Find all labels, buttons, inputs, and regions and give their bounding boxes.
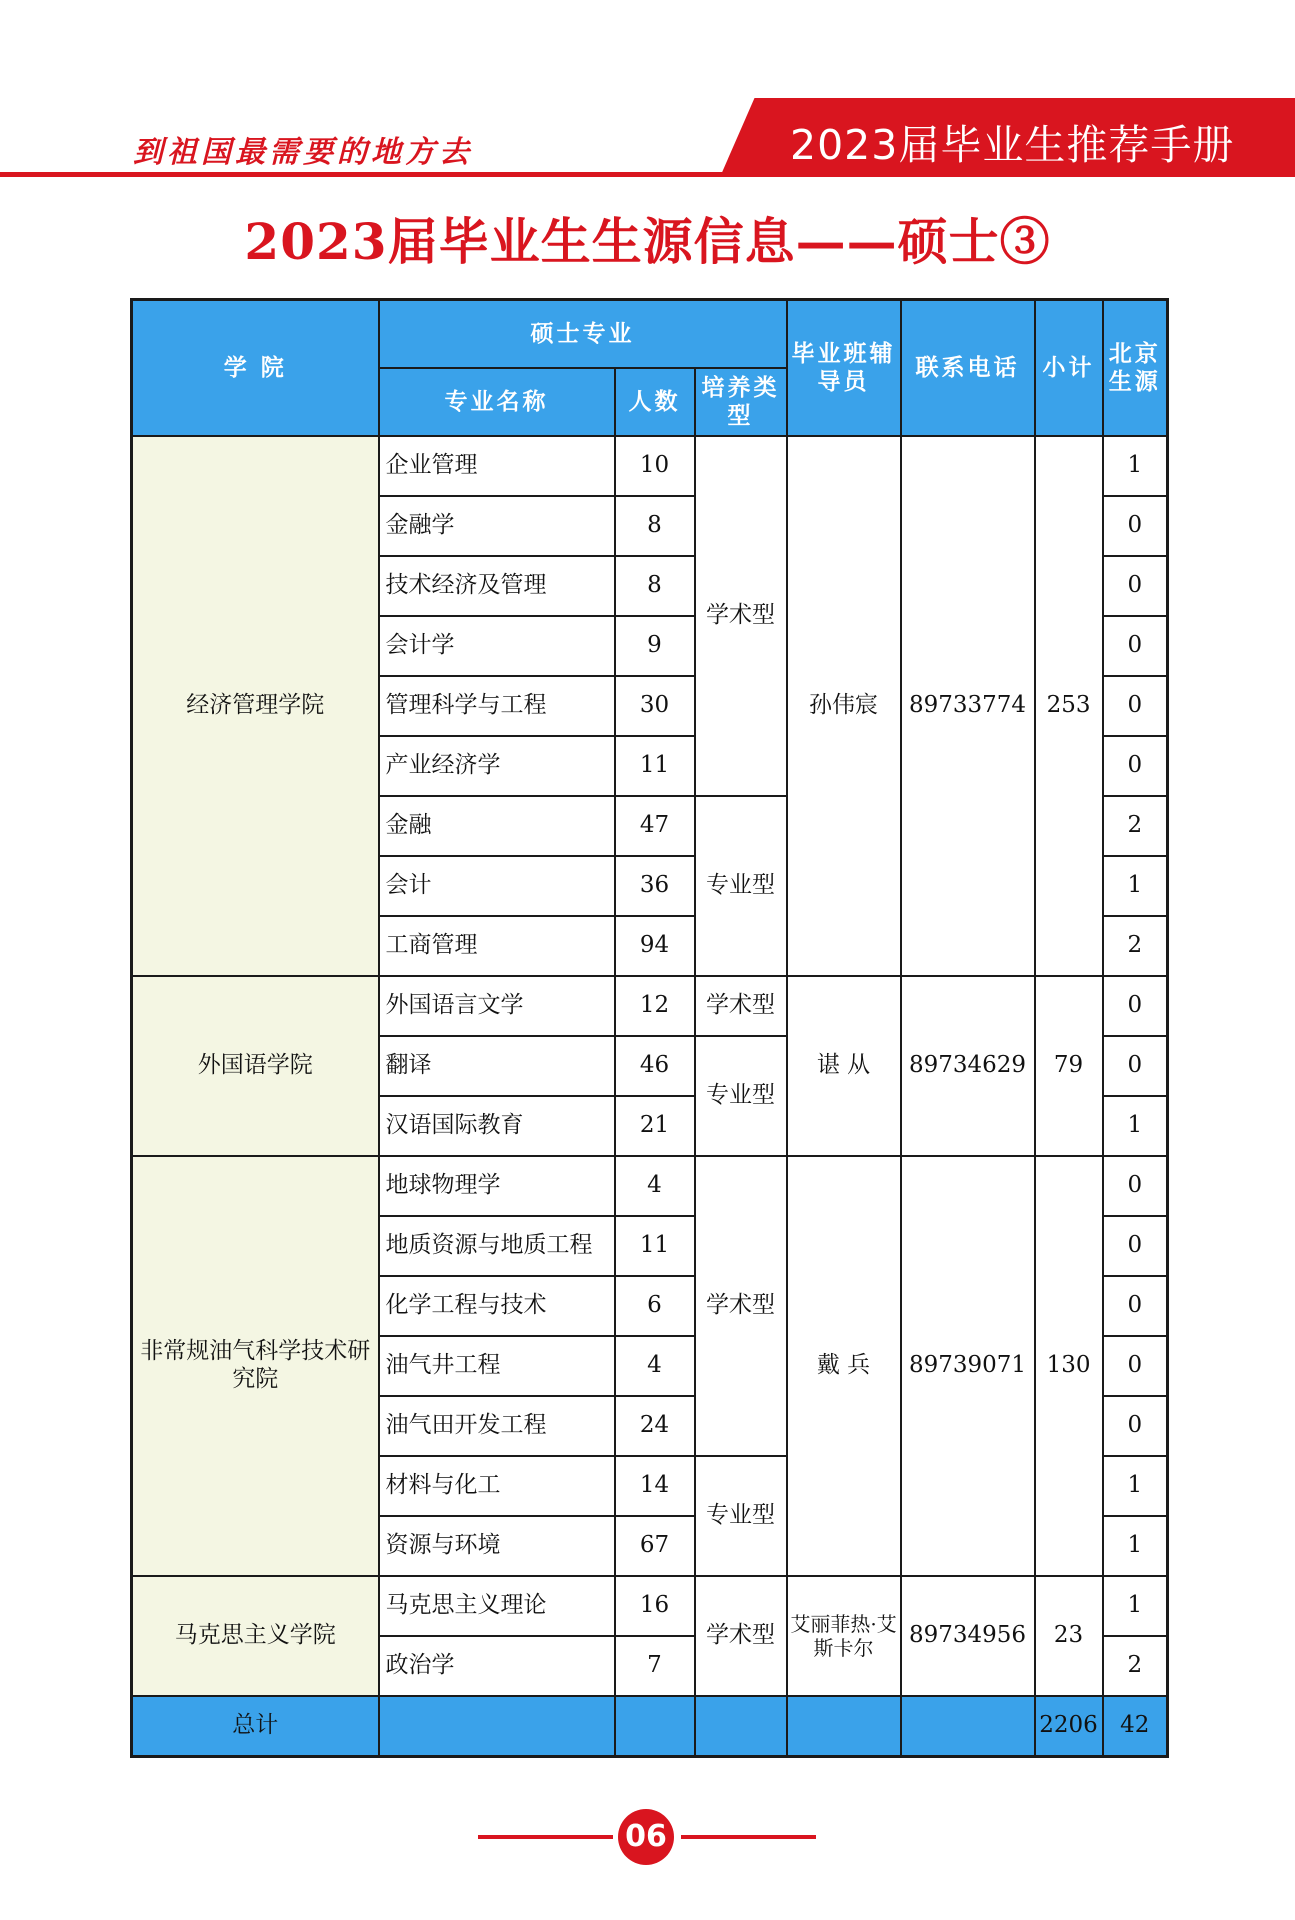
major-count: 7 [615,1636,695,1696]
header-college: 学 院 [132,300,379,436]
beijing-count: 0 [1103,1036,1168,1096]
total-beijing: 42 [1103,1696,1168,1756]
total-empty [695,1696,787,1756]
counselor-cell: 戴 兵 [787,1156,901,1576]
beijing-count: 1 [1103,1096,1168,1156]
college-cell: 马克思主义学院 [132,1576,379,1696]
beijing-count: 0 [1103,676,1168,736]
major-name: 汉语国际教育 [379,1096,615,1156]
major-name: 金融 [379,796,615,856]
beijing-count: 1 [1103,856,1168,916]
major-count: 12 [615,976,695,1036]
header-major-name: 专业名称 [379,368,615,436]
major-count: 14 [615,1456,695,1516]
training-type: 专业型 [695,1456,787,1576]
major-count: 11 [615,1216,695,1276]
beijing-count: 0 [1103,556,1168,616]
graduate-source-table-container [130,298,1166,1758]
slogan: 到祖国最需要的地方去 [133,135,473,170]
major-name: 会计学 [379,616,615,676]
major-count: 47 [615,796,695,856]
college-cell: 经济管理学院 [132,436,379,976]
major-count: 36 [615,856,695,916]
training-type: 专业型 [695,1036,787,1156]
page-title: 2023届毕业生生源信息——硕士③ [244,212,1051,271]
beijing-count: 2 [1103,1636,1168,1696]
beijing-count: 0 [1103,1216,1168,1276]
major-name: 管理科学与工程 [379,676,615,736]
counselor-cell: 艾丽菲热·艾斯卡尔 [787,1576,901,1696]
page-number: 06 [618,1809,674,1865]
header-beijing: 北京生源 [1103,300,1168,436]
major-count: 21 [615,1096,695,1156]
major-count: 4 [615,1156,695,1216]
total-subtotal: 2206 [1035,1696,1103,1756]
major-count: 9 [615,616,695,676]
footer-rule-right [681,1835,816,1839]
major-name: 翻译 [379,1036,615,1096]
major-name: 油气田开发工程 [379,1396,615,1456]
subtotal-cell: 23 [1035,1576,1103,1696]
major-name: 材料与化工 [379,1456,615,1516]
major-name: 地质资源与地质工程 [379,1216,615,1276]
beijing-count: 0 [1103,1396,1168,1456]
beijing-count: 0 [1103,1156,1168,1216]
college-cell: 外国语学院 [132,976,379,1156]
major-count: 8 [615,556,695,616]
table-row [132,1576,1168,1636]
total-row [132,1696,1168,1756]
subtotal-cell: 79 [1035,976,1103,1156]
total-label: 总计 [132,1696,379,1756]
subtotal-cell: 130 [1035,1156,1103,1576]
major-name: 工商管理 [379,916,615,976]
major-name: 企业管理 [379,436,615,496]
table-row [132,436,1168,496]
training-type: 专业型 [695,796,787,976]
training-type: 学术型 [695,436,787,796]
major-count: 46 [615,1036,695,1096]
major-count: 8 [615,496,695,556]
major-name: 地球物理学 [379,1156,615,1216]
major-name: 金融学 [379,496,615,556]
major-name: 外国语言文学 [379,976,615,1036]
beijing-count: 1 [1103,1516,1168,1576]
major-count: 67 [615,1516,695,1576]
header-training-type: 培养类型 [695,368,787,436]
beijing-count: 0 [1103,736,1168,796]
college-cell: 非常规油气科学技术研究院 [132,1156,379,1576]
subtotal-cell: 253 [1035,436,1103,976]
total-empty [615,1696,695,1756]
phone-cell: 89734629 [901,976,1035,1156]
beijing-count: 0 [1103,1336,1168,1396]
beijing-count: 1 [1103,1576,1168,1636]
header-master-major: 硕士专业 [379,300,787,368]
beijing-count: 1 [1103,1456,1168,1516]
major-count: 94 [615,916,695,976]
beijing-count: 2 [1103,796,1168,856]
major-name: 政治学 [379,1636,615,1696]
training-type: 学术型 [695,976,787,1036]
footer-rule-left [478,1835,613,1839]
total-empty [787,1696,901,1756]
beijing-count: 0 [1103,976,1168,1036]
training-type: 学术型 [695,1576,787,1696]
header-phone: 联系电话 [901,300,1035,436]
major-count: 6 [615,1276,695,1336]
beijing-count: 1 [1103,436,1168,496]
major-count: 4 [615,1336,695,1396]
phone-cell: 89734956 [901,1576,1035,1696]
major-name: 油气井工程 [379,1336,615,1396]
phone-cell: 89733774 [901,436,1035,976]
training-type: 学术型 [695,1156,787,1456]
banner-title: 2023届毕业生推荐手册 [790,121,1235,169]
beijing-count: 0 [1103,496,1168,556]
beijing-count: 2 [1103,916,1168,976]
major-name: 资源与环境 [379,1516,615,1576]
major-count: 11 [615,736,695,796]
major-count: 16 [615,1576,695,1636]
header-counselor: 毕业班辅导员 [787,300,901,436]
table-row [132,976,1168,1036]
major-count: 24 [615,1396,695,1456]
major-name: 产业经济学 [379,736,615,796]
counselor-cell: 孙伟宸 [787,436,901,976]
table-row [132,1156,1168,1216]
beijing-count: 0 [1103,616,1168,676]
header-count: 人数 [615,368,695,436]
graduate-source-table [130,298,1169,1758]
phone-cell: 89739071 [901,1156,1035,1576]
major-name: 马克思主义理论 [379,1576,615,1636]
counselor-cell: 谌 从 [787,976,901,1156]
major-name: 会计 [379,856,615,916]
total-empty [901,1696,1035,1756]
header-subtotal: 小计 [1035,300,1103,436]
major-count: 10 [615,436,695,496]
total-empty [379,1696,615,1756]
major-count: 30 [615,676,695,736]
major-name: 化学工程与技术 [379,1276,615,1336]
beijing-count: 0 [1103,1276,1168,1336]
major-name: 技术经济及管理 [379,556,615,616]
